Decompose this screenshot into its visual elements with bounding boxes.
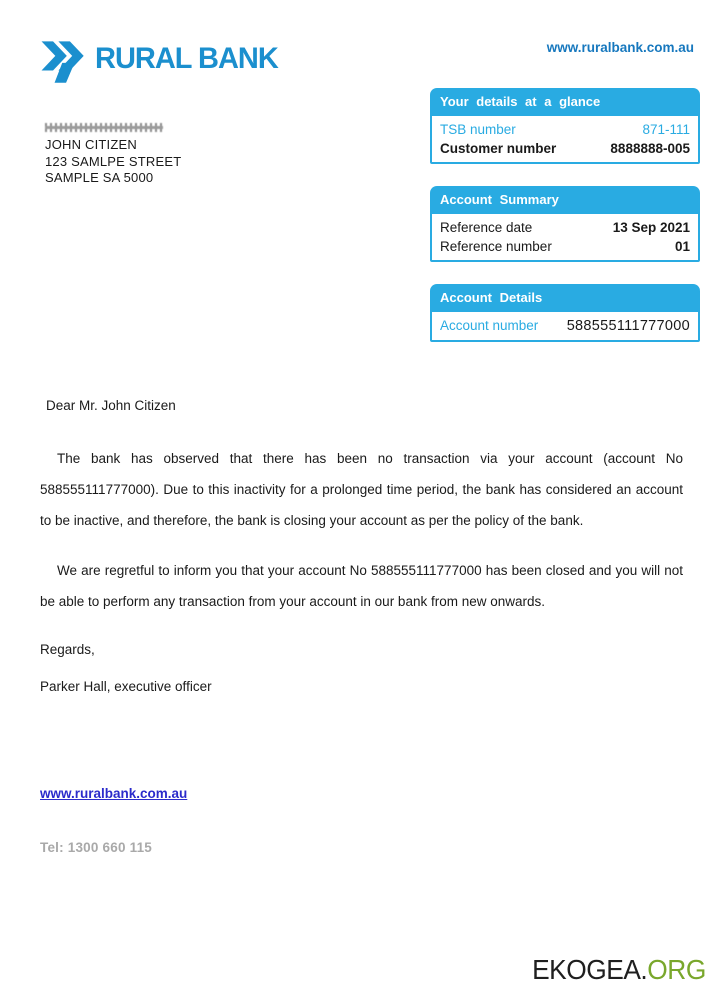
box-title: Account Summary — [430, 186, 700, 212]
logo-wordmark: RURAL BANK — [95, 42, 278, 75]
row-value: 13 Sep 2021 — [612, 220, 690, 235]
box-body — [430, 310, 700, 342]
postal-barcode — [45, 123, 163, 132]
signature: Parker Hall, executive officer — [40, 679, 212, 694]
box-body — [430, 114, 700, 164]
recipient-address-block — [45, 123, 181, 187]
double-chevron-icon — [40, 34, 86, 84]
watermark-name: EKOGEA. — [532, 954, 648, 985]
row-label: Reference date — [440, 220, 533, 235]
account-details-box — [430, 284, 700, 342]
row-value: 8888888-005 — [610, 141, 690, 156]
tsb-number-row — [440, 120, 690, 139]
summary-boxes-column — [430, 88, 700, 364]
header-website-link[interactable]: www.ruralbank.com.au — [546, 40, 694, 55]
paragraph-1: The bank has observed that there has been no transaction via your account (account No 588555111777000). Due to this inactivity for a prolonged time period, the bank has considered an account to be inactive, and therefore, the bank is closing your account as per the policy of the bank. — [40, 451, 683, 528]
letter-body — [40, 398, 683, 695]
footer-telephone: Tel: 1300 660 115 — [40, 840, 152, 855]
details-at-a-glance-box — [430, 88, 700, 164]
reference-number-row — [440, 237, 690, 256]
rural-bank-logo — [40, 34, 278, 84]
row-label: Customer number — [440, 141, 557, 156]
recipient-city: SAMPLE SA 5000 — [45, 170, 154, 185]
account-summary-box — [430, 186, 700, 262]
closing: Regards, — [40, 642, 95, 657]
salutation: Dear Mr. John Citizen — [46, 398, 176, 413]
row-value: 588555111777000 — [566, 318, 690, 334]
ekogea-watermark — [532, 954, 706, 986]
row-value: 01 — [674, 239, 690, 254]
account-number-row — [440, 316, 690, 336]
row-value: 871-111 — [642, 122, 690, 137]
row-label: TSB number — [440, 122, 516, 137]
box-body — [430, 212, 700, 262]
paragraph-2: We are regretful to inform you that your account No 588555111777000 has been closed and you will not be able to perform any transaction from your account in our bank from new onwards. — [40, 563, 683, 609]
box-title: Account Details — [430, 284, 700, 310]
letterhead — [0, 0, 720, 80]
row-label: Reference number — [440, 239, 552, 254]
watermark-tld: ORG — [647, 954, 706, 985]
box-title: Your details at a glance — [430, 88, 700, 114]
customer-number-row — [440, 139, 690, 158]
footer-website-link[interactable]: www.ruralbank.com.au — [40, 786, 188, 801]
row-label: Account number — [440, 318, 539, 333]
reference-date-row — [440, 218, 690, 237]
recipient-street: 123 SAMLPE STREET — [45, 153, 182, 169]
recipient-name: JOHN CITIZEN — [45, 137, 137, 152]
